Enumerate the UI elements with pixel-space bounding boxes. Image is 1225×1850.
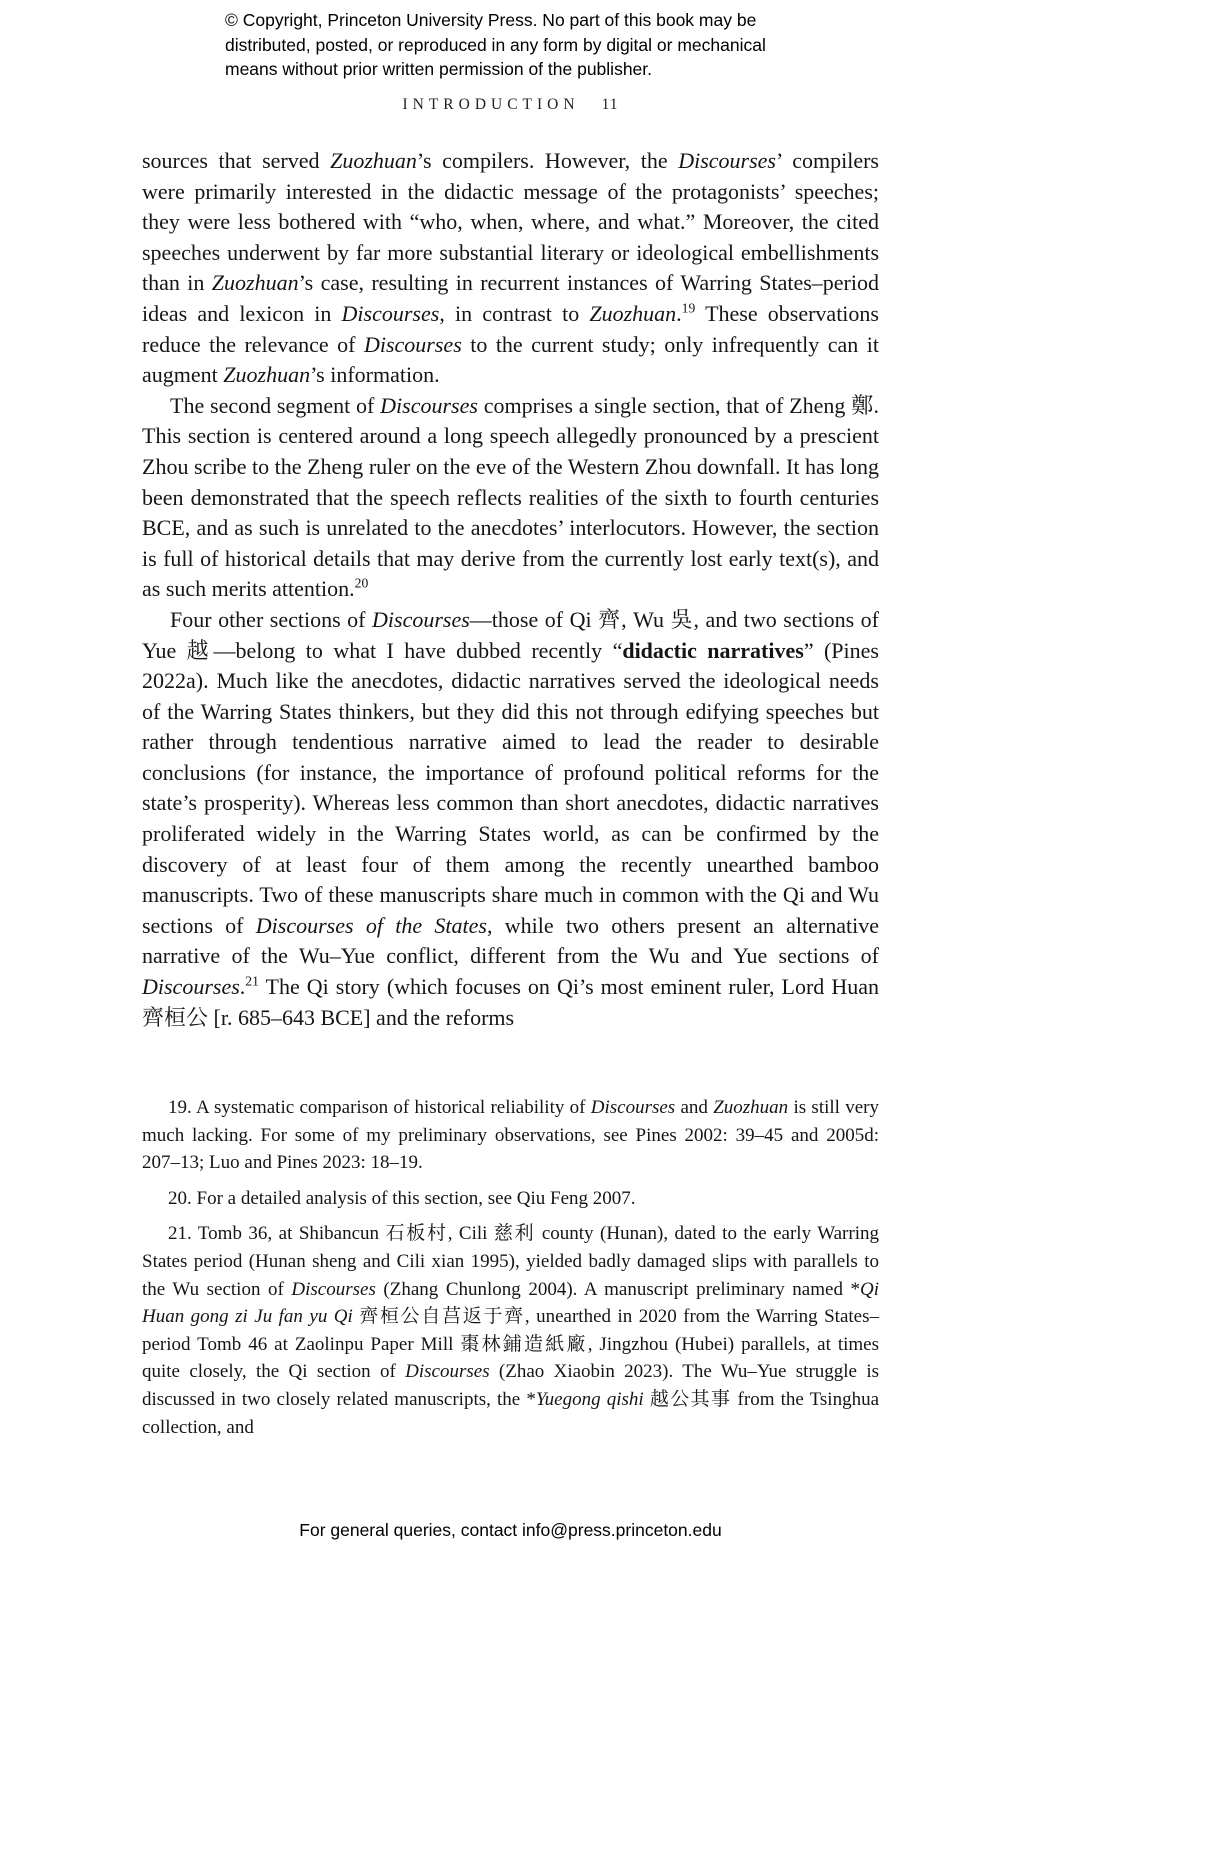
- copyright-notice: © Copyright, Princeton University Press. No part of this book may be distributed, posted, or reproduced in any form by digital or mechanical means without prior written permission of the publisher.: [225, 10, 766, 79]
- footnotes-block: [142, 1094, 879, 1449]
- footnote-20: 20. For a detailed analysis of this section, see Qiu Feng 2007.: [168, 1187, 636, 1209]
- footnote-19: 19. A systematic comparison of historical reliability of Discourses and Zuozhuan is still very much lacking. For some of my preliminary observations, see Pines 2002: 39–45 and 2005d: 207–13; Luo and Pines 2023: 18–19.: [142, 1097, 879, 1174]
- body-paragraph-3: Four other sections of Discourses—those of Qi 齊, Wu 吳, and two sections of Yue 越—belong to what I have dubbed recently “didactic narratives” (Pines 2022a). Much like the anecdotes, didactic narratives served the ideological needs of the Warring States thinkers, but they did this not through edifying speeches but rather through tendentious narrative aimed to lead the reader to desirable conclusions (for instance, the importance of profound political reforms for the state’s prosperity). Whereas less common than short anecdotes, didactic narratives proliferated widely in the Warring States world, as can be confirmed by the discovery of at least four of them among the recently unearthed bamboo manuscripts. Two of these manuscripts share much in common with the Qi and Wu sections of Discourses of the States, while two others present an alternative narrative of the Wu–Yue conflict, different from the Wu and Yue sections of Discourses.$^{21}$ The Qi story (which focuses on Qi’s most eminent ruler, Lord Huan 齊桓公 [r. 685–643 BCE] and the reforms: [142, 606, 880, 1030]
- queries-footer: For general queries, contact info@press.princeton.edu: [299, 1520, 722, 1540]
- running-head: [142, 96, 879, 114]
- body-paragraph-1: sources that served Zuozhuan’s compilers. However, the Discourses’ compilers were primarily interested in the didactic message of the protagonists’ speeches; they were less bothered with “who, when, where, and what.” Moreover, the cited speeches underwent by far more substantial literary or ideological embellishments than in Zuozhuan’s case, resulting in recurrent instances of Warring States–period ideas and lexicon in Discourses, in contrast to Zuozhuan.$^{19}$ These observations reduce the relevance of Discourses to the current study; only infrequently can it augment Zuozhuan’s information.: [142, 148, 879, 388]
- main-text-block: [142, 146, 879, 1033]
- running-head-page-number: 11: [601, 96, 619, 113]
- footnote-21: 21. Tomb 36, at Shibancun 石板村, Cili 慈利 county (Hunan), dated to the early Warring States period (Hunan sheng and Cili xian 1995), yielded badly damaged slips with parallels to the Wu section of Discourses (Zhang Chunlong 2004). A manuscript preliminary named *Qi Huan gong zi Ju fan yu Qi 齊桓公自莒返于齊, unearthed in 2020 from the Warring States–period Tomb 46 at Zaolinpu Paper Mill 棗林鋪造紙廠, Jingzhou (Hubei) parallels, at times quite closely, the Qi section of Discourses (Zhao Xiaobin 2023). The Wu–Yue struggle is discussed in two closely related manuscripts, the *Yuegong qishi 越公其事 from the Tsinghua collection, and: [142, 1223, 880, 1438]
- running-head-title: INTRODUCTION: [402, 96, 580, 113]
- body-paragraph-2: The second segment of Discourses comprises a single section, that of Zheng 鄭. This section is centered around a long speech allegedly pronounced by a prescient Zhou scribe to the Zheng ruler on the eve of the Western Zhou downfall. It has long been demonstrated that the speech reflects realities of the sixth to fourth centuries BCE, and as such is unrelated to the anecdotes’ interlocutors. However, the section is full of historical details that may derive from the currently lost early text(s), and as such merits attention.$^{20}$: [142, 392, 880, 602]
